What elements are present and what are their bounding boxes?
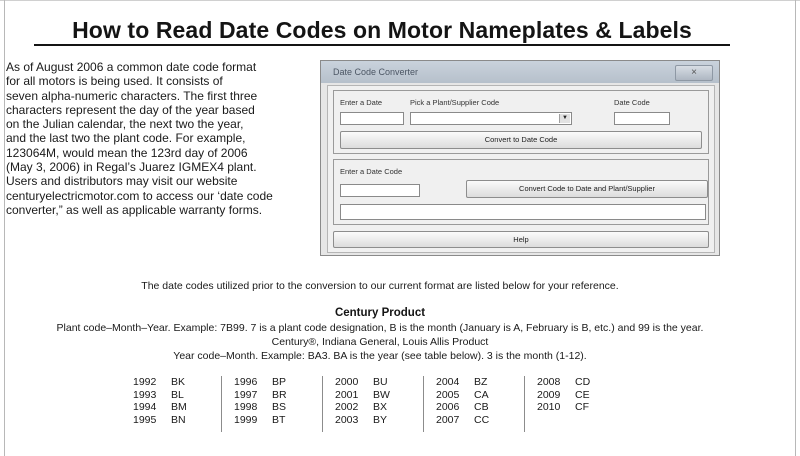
code-cell: BN: [171, 413, 186, 426]
year-cell: 1995: [133, 413, 157, 426]
code-cell: BM: [171, 401, 187, 413]
convert-to-date-code-button[interactable]: Convert to Date Code: [340, 131, 702, 149]
dialog-title: Date Code Converter: [333, 67, 419, 77]
date-code-label: Date Code: [614, 98, 650, 107]
intro-line: converter,” as well as applicable warranty forms.: [6, 202, 263, 217]
code-to-date-group: [333, 159, 709, 225]
intro-line: characters represent the day of the year based: [6, 102, 255, 117]
code-cell: CB: [474, 401, 489, 413]
intro-line: on the Julian calendar, the next two the year,: [6, 117, 244, 132]
year-cell: 2009: [537, 388, 561, 401]
result-output[interactable]: [340, 204, 706, 220]
code-cell: BR: [272, 388, 287, 401]
dialog-body: [327, 85, 715, 253]
brands-line: Century®, Indiana General, Louis Allis Product: [271, 336, 489, 348]
year-cell: 1993: [133, 388, 157, 401]
top-border: [0, 0, 800, 1]
reference-note: The date codes utilized prior to the conversion to our current format are listed below for your reference.: [141, 280, 619, 292]
year-cell: 1994: [133, 401, 157, 413]
code-cell: CA: [474, 388, 489, 401]
century-product-heading: Century Product: [334, 307, 426, 319]
year-cell: 2008: [537, 376, 561, 388]
intro-line: Users and distributors may visit our website: [6, 174, 238, 189]
date-code-converter-dialog: [320, 60, 720, 256]
dialog-titlebar: [321, 61, 719, 83]
right-page-border: [795, 0, 796, 456]
page-title: How to Read Date Codes on Motor Nameplates & Labels: [72, 17, 692, 43]
code-cell: BW: [373, 388, 390, 401]
chevron-down-icon[interactable]: ▼: [559, 114, 570, 123]
year-cell: 2006: [436, 401, 460, 413]
year-code-column: [222, 376, 323, 432]
intro-line: As of August 2006 a common date code format: [6, 60, 257, 74]
code-cell: CD: [575, 376, 591, 388]
code-cell: CC: [474, 413, 490, 426]
code-cell: CE: [575, 388, 590, 401]
code-cell: BX: [373, 401, 388, 413]
code-cell: BS: [272, 401, 287, 413]
year-cell: 1992: [133, 376, 157, 388]
year-code-column: [525, 376, 625, 432]
year-cell: 1999: [234, 413, 258, 426]
year-cell: 2001: [335, 388, 359, 401]
code-cell: BZ: [474, 376, 488, 388]
code-cell: BT: [272, 413, 286, 426]
enter-date-code-label: Enter a Date Code: [340, 167, 403, 176]
year-code-description: Year code–Month. Example: BA3. BA is the year (see table below). 3 is the month (1-12).: [173, 350, 587, 362]
enter-date-label: Enter a Date: [340, 98, 383, 107]
intro-line: (May 3, 2006) in Regal’s Juarez IGMEX4 plant.: [6, 160, 257, 175]
intro-line: seven alpha-numeric characters. The first three: [6, 88, 258, 103]
code-cell: BY: [373, 413, 388, 426]
year-code-column: [323, 376, 424, 432]
plant-code-description: Plant code–Month–Year. Example: 7B99. 7 is a plant code designation, B is the month (January is A, February is B, etc.) and 99 is the year.: [56, 322, 704, 334]
intro-line: 123064M, would mean the 123rd day of 2006: [6, 145, 248, 160]
year-cell: 2002: [335, 401, 359, 413]
code-cell: BU: [373, 376, 388, 388]
code-cell: BP: [272, 376, 287, 388]
year-cell: 1997: [234, 388, 258, 401]
intro-line: for all motors is being used. It consists of: [6, 74, 223, 89]
close-icon[interactable]: ×: [675, 65, 713, 81]
help-button[interactable]: Help: [333, 231, 709, 248]
date-to-code-group: [333, 90, 709, 154]
year-cell: 2007: [436, 413, 460, 426]
enter-date-code-input[interactable]: [340, 184, 420, 197]
year-code-column: [125, 376, 222, 432]
year-cell: 2010: [537, 401, 561, 413]
intro-paragraph: [6, 60, 311, 217]
plant-supplier-select[interactable]: [410, 112, 572, 125]
code-cell: BL: [171, 388, 184, 401]
year-code-table: [125, 376, 625, 432]
intro-line: centuryelectricmotor.com to access our ‘date code: [6, 188, 273, 203]
year-cell: 2004: [436, 376, 460, 388]
year-cell: 2000: [335, 376, 359, 388]
intro-line: and the last two the plant code. For example,: [6, 131, 246, 146]
year-cell: 1996: [234, 376, 258, 388]
year-code-column: [424, 376, 525, 432]
plant-supplier-label: Pick a Plant/Supplier Code: [410, 98, 500, 107]
year-cell: 1998: [234, 401, 258, 413]
left-page-border: [4, 0, 5, 456]
year-cell: 2003: [335, 413, 359, 426]
code-cell: CF: [575, 401, 589, 413]
title-underline: [34, 44, 730, 46]
date-code-output[interactable]: [614, 112, 670, 125]
year-cell: 2005: [436, 388, 460, 401]
code-cell: BK: [171, 376, 186, 388]
convert-code-to-date-button[interactable]: Convert Code to Date and Plant/Supplier: [466, 180, 708, 198]
enter-date-input[interactable]: [340, 112, 404, 125]
